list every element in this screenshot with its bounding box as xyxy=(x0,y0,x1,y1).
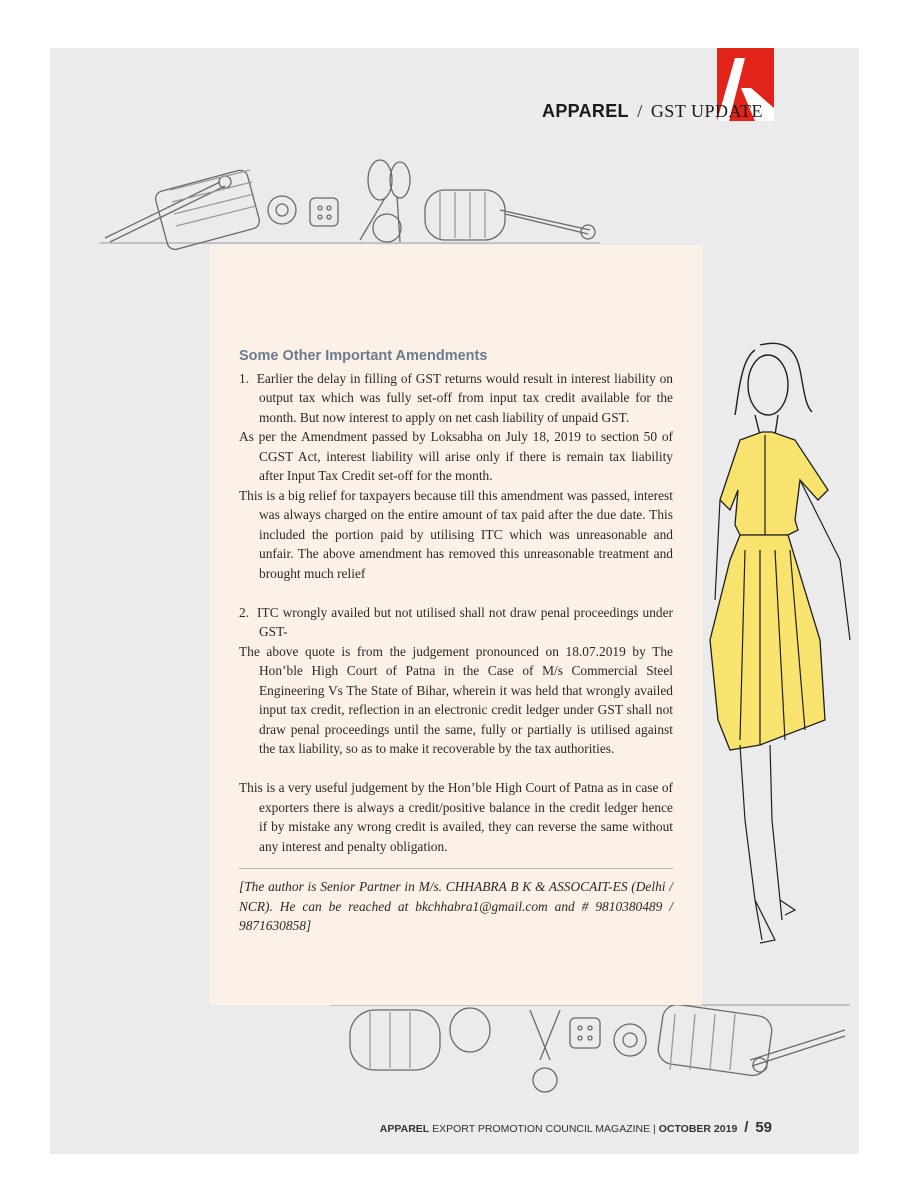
footer-divider: | xyxy=(653,1123,656,1135)
article-heading: Some Other Important Amendments xyxy=(239,348,488,364)
divider xyxy=(239,868,673,869)
footer-slash: / xyxy=(744,1119,749,1136)
sewing-tools-sketch-bottom xyxy=(330,1000,850,1100)
article-paragraph: The above quote is from the judgement pronounced on 18.07.2019 by The Hon’ble High Court of Patna in the Case of M/s Commercial Steel Engineering Vs The State of Bihar, wherein it was held that wrongly availed input tax credit, reflection in an electronic credit ledger under GST shall not draw penal proceedings until the same, fully or partially is utilised against the tax liability, so as to make it recoverable by the tax authorities. xyxy=(239,643,673,756)
fashion-illustration xyxy=(700,340,860,950)
footer-issue: OCTOBER 2019 xyxy=(658,1123,738,1135)
amendment-2-title: 2. ITC wrongly availed but not utilised shall not draw penal proceedings under GST- xyxy=(239,604,673,639)
page-number: 59 xyxy=(755,1119,772,1136)
header-separator: / xyxy=(637,101,643,121)
footer-brand: APPAREL xyxy=(379,1123,430,1135)
paragraph-gap xyxy=(239,759,673,779)
article-paragraph: This is a big relief for taxpayers because till this amendment was passed, interest was always charged on the entire amount of tax paid after the due date. This included the portion paid by utilising ITC which was unreasonable and unfair. The above amendment has removed this unreasonable treatment and brought much relief xyxy=(239,487,673,581)
page-footer xyxy=(380,1119,772,1136)
article-body xyxy=(239,347,673,936)
article-paragraph: As per the Amendment passed by Loksabha on July 18, 2019 to section 50 of CGST Act, interest liability will arise only if there is remain tax liability after Input Tax Credit set-off for the month. xyxy=(239,429,673,483)
header-brand: APPAREL xyxy=(542,101,629,121)
sewing-tools-sketch-top xyxy=(100,150,600,250)
amendment-1-title: 1. Earlier the delay in filling of GST returns would result in interest liability on output tax which was fully set-off from input tax credit available for the month. But now interest to apply on net cash liability of unpaid GST. xyxy=(239,370,673,425)
paragraph-gap xyxy=(239,583,673,603)
author-note: [The author is Senior Partner in M/s. CHHABRA B K & ASSOCAIT-ES (Delhi / NCR). He can be reached at bkchhabra1@gmail.com and # 9810380489 / 9871630858] xyxy=(239,879,673,933)
header-section: GST UPDATE xyxy=(650,101,763,121)
section-header xyxy=(542,101,763,122)
footer-magazine: EXPORT PROMOTION COUNCIL MAGAZINE xyxy=(432,1123,651,1135)
article-paragraph: This is a very useful judgement by the Hon’ble High Court of Patna as in case of exporters there is always a credit/positive balance in the credit ledger hence if by mistake any wrong credit is availed, they can reverse the same without any interest and penalty obligation. xyxy=(239,780,673,854)
